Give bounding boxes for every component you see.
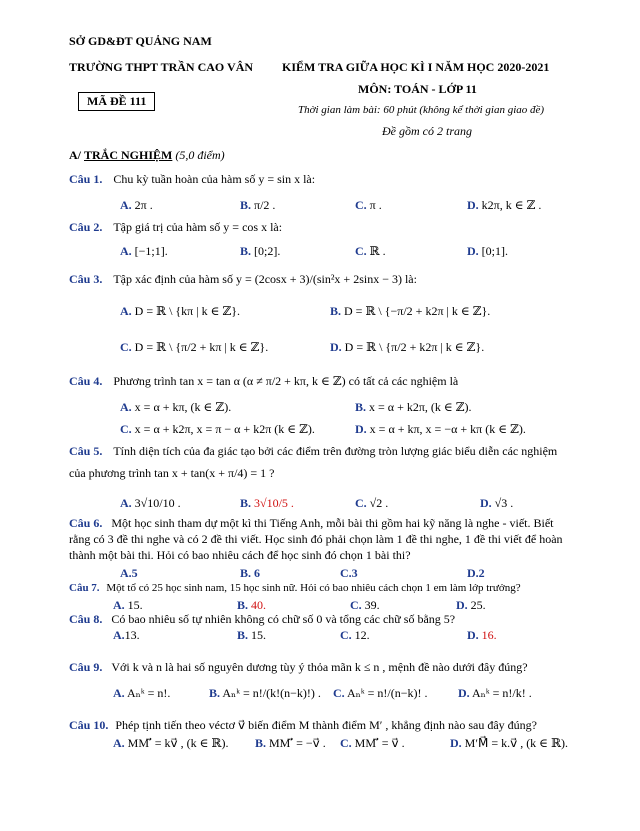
option-letter: B. <box>240 244 252 258</box>
section-prefix: A/ <box>69 148 81 162</box>
option-c <box>120 422 315 437</box>
question-label: Câu 1. <box>69 172 103 186</box>
option-letter: B. <box>240 496 252 510</box>
option-c <box>340 736 405 751</box>
option-d <box>458 686 532 701</box>
option-letter: A. <box>120 304 132 318</box>
option-text: Aₙᵏ = n!/k! . <box>469 686 532 700</box>
option-text: D = ℝ \ {−π/2 + k2π | k ∈ ℤ}. <box>341 304 491 318</box>
question-label: Câu 3. <box>69 272 103 286</box>
question-text-line-2: rằng có 3 đề thi nghe và có 2 đề thi viết. Học sinh đó phải chọn làm 1 đề thi nghe, 1 đề thi viết để hoàn <box>69 532 563 546</box>
option-text: Aₙᵏ = n!/(k!(n−k)!) . <box>220 686 321 700</box>
option-d <box>467 198 541 213</box>
option-text: π/2 . <box>251 198 276 212</box>
option-text: 15. <box>124 598 143 612</box>
option-d <box>456 598 486 613</box>
question-text: Phương trình tan x = tan α (α ≠ π/2 + kπ, k ∈ ℤ) có tất cả các nghiệm là <box>113 374 459 388</box>
option-letter: B. <box>255 736 267 750</box>
option-letter: C. <box>340 628 352 642</box>
question-10 <box>69 718 537 733</box>
option-text: [0;1]. <box>478 244 508 258</box>
option-a <box>113 736 228 751</box>
option-letter: C. <box>350 598 362 612</box>
option-b <box>240 244 280 259</box>
option-b <box>255 736 326 751</box>
question-text-line-2: của phương trình tan x + tan(x + π/4) = 1 ? <box>69 466 275 480</box>
option-letter: D. <box>456 598 468 612</box>
option-d <box>330 340 484 355</box>
option-letter: D. <box>458 686 470 700</box>
option-b <box>237 598 266 613</box>
section-heading <box>69 148 225 163</box>
question-label: Câu 5. <box>69 444 103 458</box>
option-b <box>240 198 275 213</box>
question-8 <box>69 612 455 627</box>
option-text: MM′⃗ = kv⃗ , (k ∈ ℝ). <box>124 736 229 750</box>
option-a <box>113 628 140 643</box>
question-text: Một học sinh tham dự một kì thi Tiếng Anh, mỗi bài thi gồm hai kỹ năng là nghe - viết. Biết <box>111 516 554 530</box>
question-text: Tập giá trị của hàm số y = cos x là: <box>113 220 283 234</box>
question-text-line-3: thành một bài thi. Hỏi có bao nhiêu cách để học sinh đó chọn 1 bài thi? <box>69 548 411 562</box>
option-letter: B. <box>240 566 252 580</box>
option-b <box>209 686 321 701</box>
option-b <box>240 496 294 511</box>
question-6 <box>69 516 554 531</box>
exam-title: KIỂM TRA GIỮA HỌC KÌ I NĂM HỌC 2020-2021 <box>282 60 550 74</box>
option-d <box>480 496 513 511</box>
option-letter: C. <box>355 244 367 258</box>
question-text: Tính diện tích của đa giác tạo bởi các điểm trên đường tròn lượng giác biểu diễn các nghiệm <box>113 444 558 458</box>
question-7 <box>69 582 521 594</box>
option-text: 25. <box>467 598 486 612</box>
option-c <box>355 198 382 213</box>
option-text: 2 <box>478 566 485 580</box>
question-text: Với k và n là hai số nguyên dương tùy ý thỏa mãn k ≤ n , mệnh đề nào dưới đây đúng? <box>111 660 528 674</box>
option-a <box>120 496 181 511</box>
option-text: D = ℝ \ {π/2 + k2π | k ∈ ℤ}. <box>341 340 485 354</box>
question-1 <box>69 172 315 187</box>
subject-title: MÔN: TOÁN - LỚP 11 <box>358 82 477 96</box>
question-label: Câu 4. <box>69 374 103 388</box>
option-letter: B. <box>237 628 249 642</box>
option-letter: B. <box>209 686 221 700</box>
question-label: Câu 6. <box>69 516 103 530</box>
option-text: 40. <box>248 598 267 612</box>
question-4 <box>69 374 458 389</box>
school-name: TRƯỜNG THPT TRẦN CAO VÂN <box>69 60 254 74</box>
option-text: 16. <box>478 628 497 642</box>
option-letter: C. <box>340 566 352 580</box>
option-text: k2π, k ∈ ℤ . <box>478 198 542 212</box>
option-b <box>240 566 260 581</box>
section-title: TRẮC NGHIỆM <box>84 148 173 162</box>
option-text: 15. <box>248 628 267 642</box>
option-letter: D. <box>467 628 479 642</box>
option-letter: A. <box>113 736 125 750</box>
option-text: 3√10/5 . <box>251 496 294 510</box>
question-text: Phép tịnh tiến theo véctơ v⃗ biến điểm M thành điểm M′ , khẳng định nào sau đây đúng? <box>115 718 538 732</box>
option-text: 6 <box>251 566 261 580</box>
option-letter: A. <box>113 598 125 612</box>
question-label: Câu 7. <box>69 582 100 594</box>
option-a <box>120 244 168 259</box>
question-label: Câu 8. <box>69 612 103 626</box>
option-b <box>355 400 472 415</box>
option-letter: C. <box>340 736 352 750</box>
option-letter: A. <box>120 400 132 414</box>
option-letter: A. <box>113 686 125 700</box>
option-text: 5 <box>131 566 138 580</box>
option-c <box>340 566 358 581</box>
option-text: x = α + kπ, (k ∈ ℤ). <box>131 400 232 414</box>
option-text: 2π . <box>131 198 153 212</box>
option-text: Aₙᵏ = n!. <box>124 686 171 700</box>
option-text: x = α + kπ, x = −α + kπ (k ∈ ℤ). <box>366 422 526 436</box>
option-c <box>355 496 388 511</box>
option-letter: C. <box>355 496 367 510</box>
option-text: √2 . <box>366 496 389 510</box>
question-label: Câu 9. <box>69 660 103 674</box>
option-letter: C. <box>355 198 367 212</box>
option-c <box>355 244 386 259</box>
option-d <box>450 736 568 751</box>
exam-time: Thời gian làm bài: 60 phút (không kể thời gian giao đề) <box>298 104 545 116</box>
option-letter: B. <box>330 304 342 318</box>
question-text: Chu kỳ tuần hoàn của hàm số y = sin x là: <box>113 172 316 186</box>
option-d <box>355 422 526 437</box>
option-text: √3 . <box>491 496 514 510</box>
option-letter: A. <box>120 244 132 258</box>
option-letter: A. <box>120 496 132 510</box>
option-text: 12. <box>351 628 370 642</box>
option-text: ℝ . <box>366 244 386 258</box>
option-text: [−1;1]. <box>131 244 168 258</box>
option-d <box>467 566 485 581</box>
option-text: 3√10/10 . <box>131 496 181 510</box>
option-a <box>120 400 231 415</box>
option-letter: B. <box>355 400 367 414</box>
option-letter: A. <box>120 198 132 212</box>
page-count: Đề gồm có 2 trang <box>382 124 472 138</box>
option-d <box>467 628 497 643</box>
question-9 <box>69 660 528 675</box>
option-d <box>467 244 508 259</box>
question-text: Tập xác định của hàm số y = (2cosx + 3)/(sin²x + 2sinx − 3) là: <box>113 272 417 286</box>
option-text: M′M⃗ = k.v⃗ , (k ∈ ℝ). <box>461 736 569 750</box>
option-text: 13. <box>124 628 140 642</box>
option-letter: D. <box>355 422 367 436</box>
option-text: MM′⃗ = v⃗ . <box>351 736 405 750</box>
option-b <box>330 304 490 319</box>
option-c <box>120 340 268 355</box>
option-text: 39. <box>361 598 380 612</box>
option-letter: D. <box>467 198 479 212</box>
dept-name: SỞ GD&ĐT QUẢNG NAM <box>69 34 212 48</box>
option-letter: C. <box>120 340 132 354</box>
option-c <box>333 686 428 701</box>
option-letter: D. <box>480 496 492 510</box>
option-a <box>120 304 240 319</box>
option-text: [0;2]. <box>251 244 281 258</box>
option-text: D = ℝ \ {π/2 + kπ | k ∈ ℤ}. <box>131 340 269 354</box>
question-5 <box>69 444 557 459</box>
option-letter: D. <box>450 736 462 750</box>
option-text: x = α + k2π, x = π − α + k2π (k ∈ ℤ). <box>131 422 315 436</box>
option-text: 3 <box>351 566 358 580</box>
question-text: Có bao nhiêu số tự nhiên không có chữ số 0 và tổng các chữ số bằng 5? <box>111 612 456 626</box>
option-b <box>237 628 266 643</box>
question-3 <box>69 272 417 287</box>
question-2 <box>69 220 282 235</box>
option-c <box>340 628 370 643</box>
option-a <box>113 686 170 701</box>
option-letter: C. <box>120 422 132 436</box>
option-text: x = α + k2π, (k ∈ ℤ). <box>366 400 472 414</box>
section-points: (5,0 điểm) <box>175 148 225 162</box>
option-text: MM′⃗ = −v⃗ . <box>266 736 326 750</box>
option-a <box>120 566 138 581</box>
option-a <box>120 198 153 213</box>
question-text: Một tổ có 25 học sinh nam, 15 học sinh nữ. Hỏi có bao nhiêu cách chọn 1 em làm lớp trưởng? <box>106 582 521 594</box>
option-letter: C. <box>333 686 345 700</box>
option-text: π . <box>366 198 382 212</box>
option-letter: A. <box>113 628 125 642</box>
option-text: D = ℝ \ {kπ | k ∈ ℤ}. <box>131 304 241 318</box>
option-letter: B. <box>237 598 249 612</box>
question-label: Câu 2. <box>69 220 103 234</box>
option-letter: D. <box>467 566 479 580</box>
option-c <box>350 598 380 613</box>
question-label: Câu 10. <box>69 718 109 732</box>
option-letter: A. <box>120 566 132 580</box>
option-letter: D. <box>467 244 479 258</box>
option-a <box>113 598 143 613</box>
exam-code: MÃ ĐỀ 111 <box>78 92 155 111</box>
option-letter: B. <box>240 198 252 212</box>
option-letter: D. <box>330 340 342 354</box>
option-text: Aₙᵏ = n!/(n−k)! . <box>344 686 428 700</box>
